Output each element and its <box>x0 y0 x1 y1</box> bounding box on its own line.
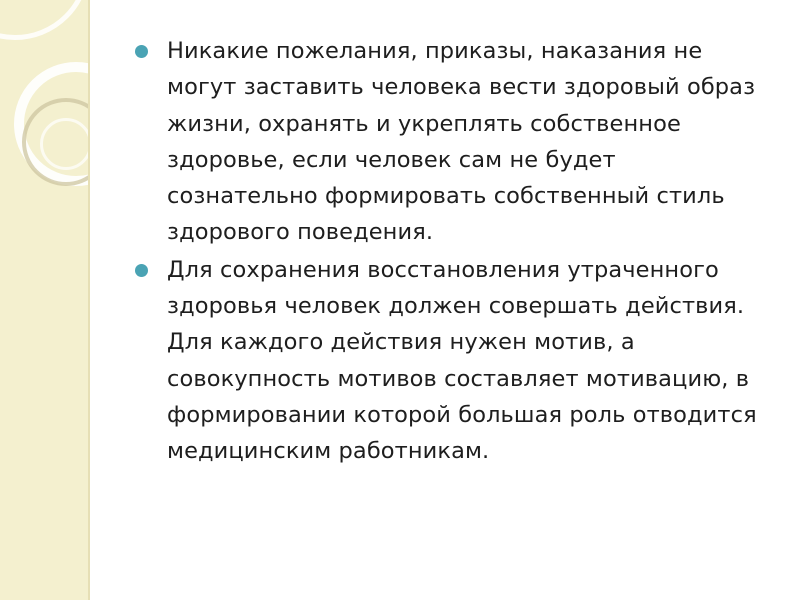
side-band-edge <box>88 0 90 600</box>
bullet-text: Никакие пожелания, приказы, наказания не могут заставить человека вести здоровый образ жизни, охранять и укреплять собственное здоровье, если человек сам не будет сознательно формировать собственный стиль здорового поведения. <box>167 38 756 246</box>
slide-content <box>132 33 772 471</box>
decorative-side-band <box>0 0 88 600</box>
bullet-item <box>132 252 772 470</box>
bullet-dot-icon <box>135 45 148 58</box>
decorative-ring <box>40 118 88 170</box>
bullet-item <box>132 33 772 251</box>
decorative-ring <box>0 0 88 40</box>
bullet-dot-icon <box>135 264 148 277</box>
bullet-text: Для сохранения восстановления утраченного здоровья человек должен совершать действия. Для каждого действия нужен мотив, а совокупность мотивов составляет мотивацию, в формировании которой большая роль отводится медицинским работникам. <box>167 256 757 465</box>
